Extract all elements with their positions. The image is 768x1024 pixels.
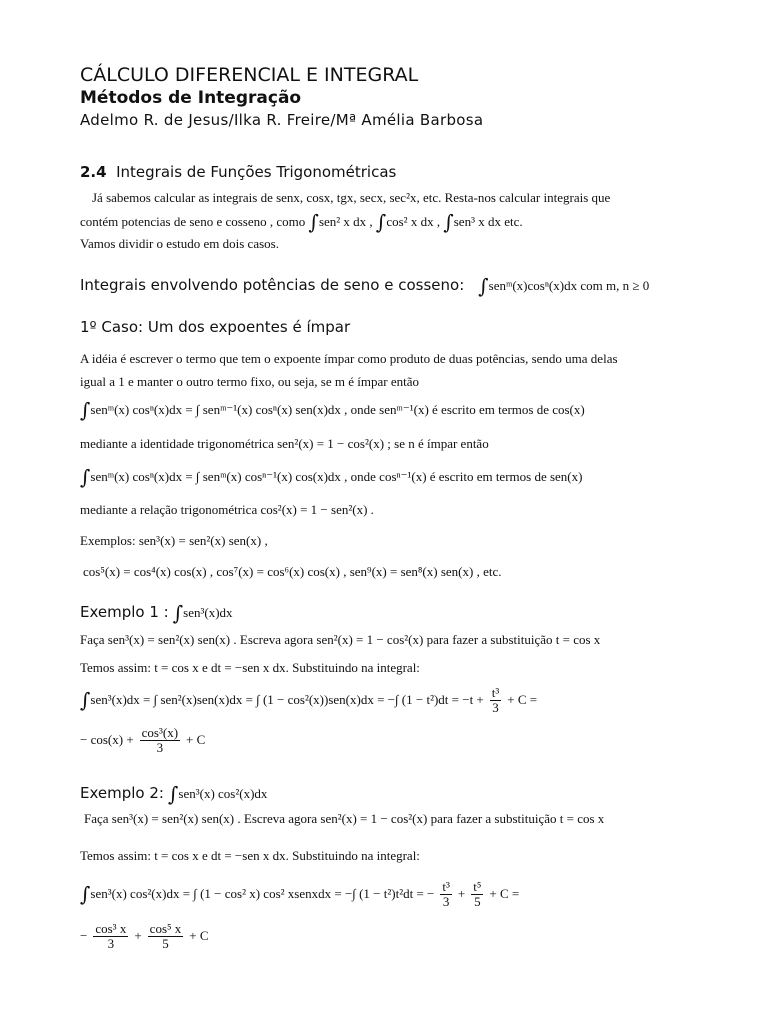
example-2-solution-1-text: sen³(x) cos²(x)dx = ∫ (1 − cos² x) cos² xsenxdx = −∫ (1 − t²)t²dt = − bbox=[90, 886, 435, 902]
example-1-text-1: Faça sen³(x) = sen²(x) sen(x) . Escreva agora sen²(x) = 1 − cos²(x) para fazer a substituição t = cos x bbox=[80, 632, 601, 647]
example-2-solution-1 bbox=[80, 880, 519, 909]
fraction bbox=[471, 880, 483, 909]
integral-sign-icon: ∫ bbox=[167, 782, 179, 806]
case-1-text-1: A idéia é escrever o termo que tem o expoente ímpar como produto de duas potências, sendo uma delas bbox=[80, 351, 618, 366]
fraction-numerator: t⁵ bbox=[473, 879, 482, 894]
example-1-solution-2-end: + C bbox=[186, 732, 206, 748]
fraction-denominator: 5 bbox=[474, 894, 481, 909]
general-case-line bbox=[80, 274, 649, 298]
case-1-heading: 1º Caso: Um dos expoentes é ímpar bbox=[80, 318, 351, 336]
fraction-numerator: cos⁵ x bbox=[149, 921, 182, 936]
fraction-denominator: 3 bbox=[156, 740, 164, 755]
fraction-denominator: 3 bbox=[492, 700, 499, 715]
intro-line-2-text: contém potencias de seno e cosseno , como bbox=[80, 214, 306, 229]
fraction-numerator: t³ bbox=[491, 685, 500, 700]
example-2-text-1: Faça sen³(x) = sen²(x) sen(x) . Escreva agora sen²(x) = 1 − cos²(x) para fazer a substituição t = cos x bbox=[84, 811, 605, 826]
authors-line: Adelmo R. de Jesus/Ilka R. Freire/Mª Amélia Barbosa bbox=[80, 111, 484, 129]
fraction-denominator: 3 bbox=[107, 936, 115, 951]
fraction-numerator: t³ bbox=[442, 879, 450, 894]
example-2-text-2: Temos assim: t = cos x e dt = −sen x dx. Substituindo na integral: bbox=[80, 848, 420, 863]
fraction bbox=[148, 922, 184, 951]
section-title: Integrais de Funções Trigonométricas bbox=[116, 163, 397, 181]
fraction-denominator: 3 bbox=[442, 894, 450, 909]
fraction-numerator: cos³(x) bbox=[141, 725, 179, 740]
example-2-solution-2-end: + C bbox=[189, 928, 209, 944]
intro-int-3: sen³ x dx etc. bbox=[453, 214, 523, 229]
example-2-solution-2-text: − bbox=[80, 928, 88, 944]
chapter-title: Métodos de Integração bbox=[80, 88, 302, 108]
example-1-heading bbox=[80, 601, 233, 625]
example-1-text-2: Temos assim: t = cos x e dt = −sen x dx. Substituindo na integral: bbox=[80, 660, 420, 675]
integral-sign-icon: ∫ bbox=[308, 210, 319, 234]
intro-int-1: sen² x dx , bbox=[318, 214, 373, 229]
integral-sign-icon: ∫ bbox=[478, 274, 489, 298]
intro-line-1: Já sabemos calcular as integrais de senx, cosx, tgx, secx, sec²x, etc. Resta-nos calcular integrais que bbox=[92, 190, 611, 205]
example-2-heading bbox=[80, 782, 267, 806]
fraction-denominator: 5 bbox=[162, 936, 169, 951]
example-2-solution-2 bbox=[80, 922, 209, 951]
integral-sign-icon: ∫ bbox=[80, 465, 91, 489]
section-heading bbox=[80, 163, 396, 181]
fraction bbox=[490, 686, 502, 715]
example-1-solution-2-text: − cos(x) + bbox=[80, 732, 134, 748]
examples-line-2: cos⁵(x) = cos⁴(x) cos(x) , cos⁷(x) = cos⁶(x) cos(x) , sen⁹(x) = sen⁸(x) sen(x) , etc. bbox=[83, 564, 502, 579]
general-case-label: Integrais envolvendo potências de seno e cosseno: bbox=[80, 276, 465, 294]
examples-line-1: Exemplos: sen³(x) = sen²(x) sen(x) , bbox=[80, 533, 268, 548]
plus-sign: + bbox=[457, 886, 466, 902]
section-number: 2.4 bbox=[80, 163, 107, 181]
example-1-solution-1-end: + C = bbox=[507, 692, 538, 708]
case-1-text-4: mediante a relação trigonométrica cos²(x) = 1 − sen²(x) . bbox=[80, 502, 374, 517]
example-2-integral: sen³(x) cos²(x)dx bbox=[178, 786, 268, 801]
case-1-formula-2 bbox=[80, 465, 582, 489]
example-1-title: Exemplo 1 : bbox=[80, 603, 169, 621]
plus-sign: + bbox=[134, 928, 142, 944]
intro-int-2: cos² x dx , bbox=[386, 214, 441, 229]
intro-line-3: Vamos dividir o estudo em dois casos. bbox=[80, 236, 279, 251]
example-2-title: Exemplo 2: bbox=[80, 784, 164, 802]
integral-sign-icon: ∫ bbox=[172, 601, 184, 625]
integral-sign-icon: ∫ bbox=[80, 398, 91, 422]
course-title: CÁLCULO DIFERENCIAL E INTEGRAL bbox=[80, 64, 419, 86]
example-1-integral: sen³(x)dx bbox=[183, 605, 233, 620]
case-1-text-3: mediante a identidade trigonométrica sen²(x) = 1 − cos²(x) ; se n é ímpar então bbox=[80, 436, 489, 451]
case-1-text-2: igual a 1 e manter o outro termo fixo, ou seja, se m é ímpar então bbox=[80, 374, 419, 389]
example-1-solution-1 bbox=[80, 686, 537, 715]
general-formula: senᵐ(x)cosⁿ(x)dx com m, n ≥ 0 bbox=[488, 278, 650, 293]
fraction bbox=[93, 922, 128, 951]
case-1-formula-1-text: senᵐ(x) cosⁿ(x)dx = ∫ senᵐ⁻¹(x) cosⁿ(x) sen(x)dx , onde senᵐ⁻¹(x) é escrito em termos de cos(x) bbox=[90, 402, 585, 417]
example-1-solution-2 bbox=[80, 726, 205, 755]
integral-sign-icon: ∫ bbox=[80, 688, 91, 713]
integral-sign-icon: ∫ bbox=[80, 882, 91, 907]
integral-sign-icon: ∫ bbox=[375, 210, 387, 234]
intro-line-2 bbox=[80, 210, 523, 234]
fraction bbox=[140, 726, 180, 755]
example-1-solution-1-text: sen³(x)dx = ∫ sen²(x)sen(x)dx = ∫ (1 − cos²(x))sen(x)dx = −∫ (1 − t²)dt = −t + bbox=[90, 692, 484, 708]
fraction-numerator: cos³ x bbox=[95, 921, 127, 936]
integral-sign-icon: ∫ bbox=[443, 210, 454, 234]
example-2-solution-1-end: + C = bbox=[489, 886, 520, 902]
fraction bbox=[440, 880, 452, 909]
case-1-formula-2-text: senᵐ(x) cosⁿ(x)dx = ∫ senᵐ(x) cosⁿ⁻¹(x) cos(x)dx , onde cosⁿ⁻¹(x) é escrito em termos de sen(x) bbox=[90, 469, 583, 484]
case-1-formula-1 bbox=[80, 398, 585, 422]
